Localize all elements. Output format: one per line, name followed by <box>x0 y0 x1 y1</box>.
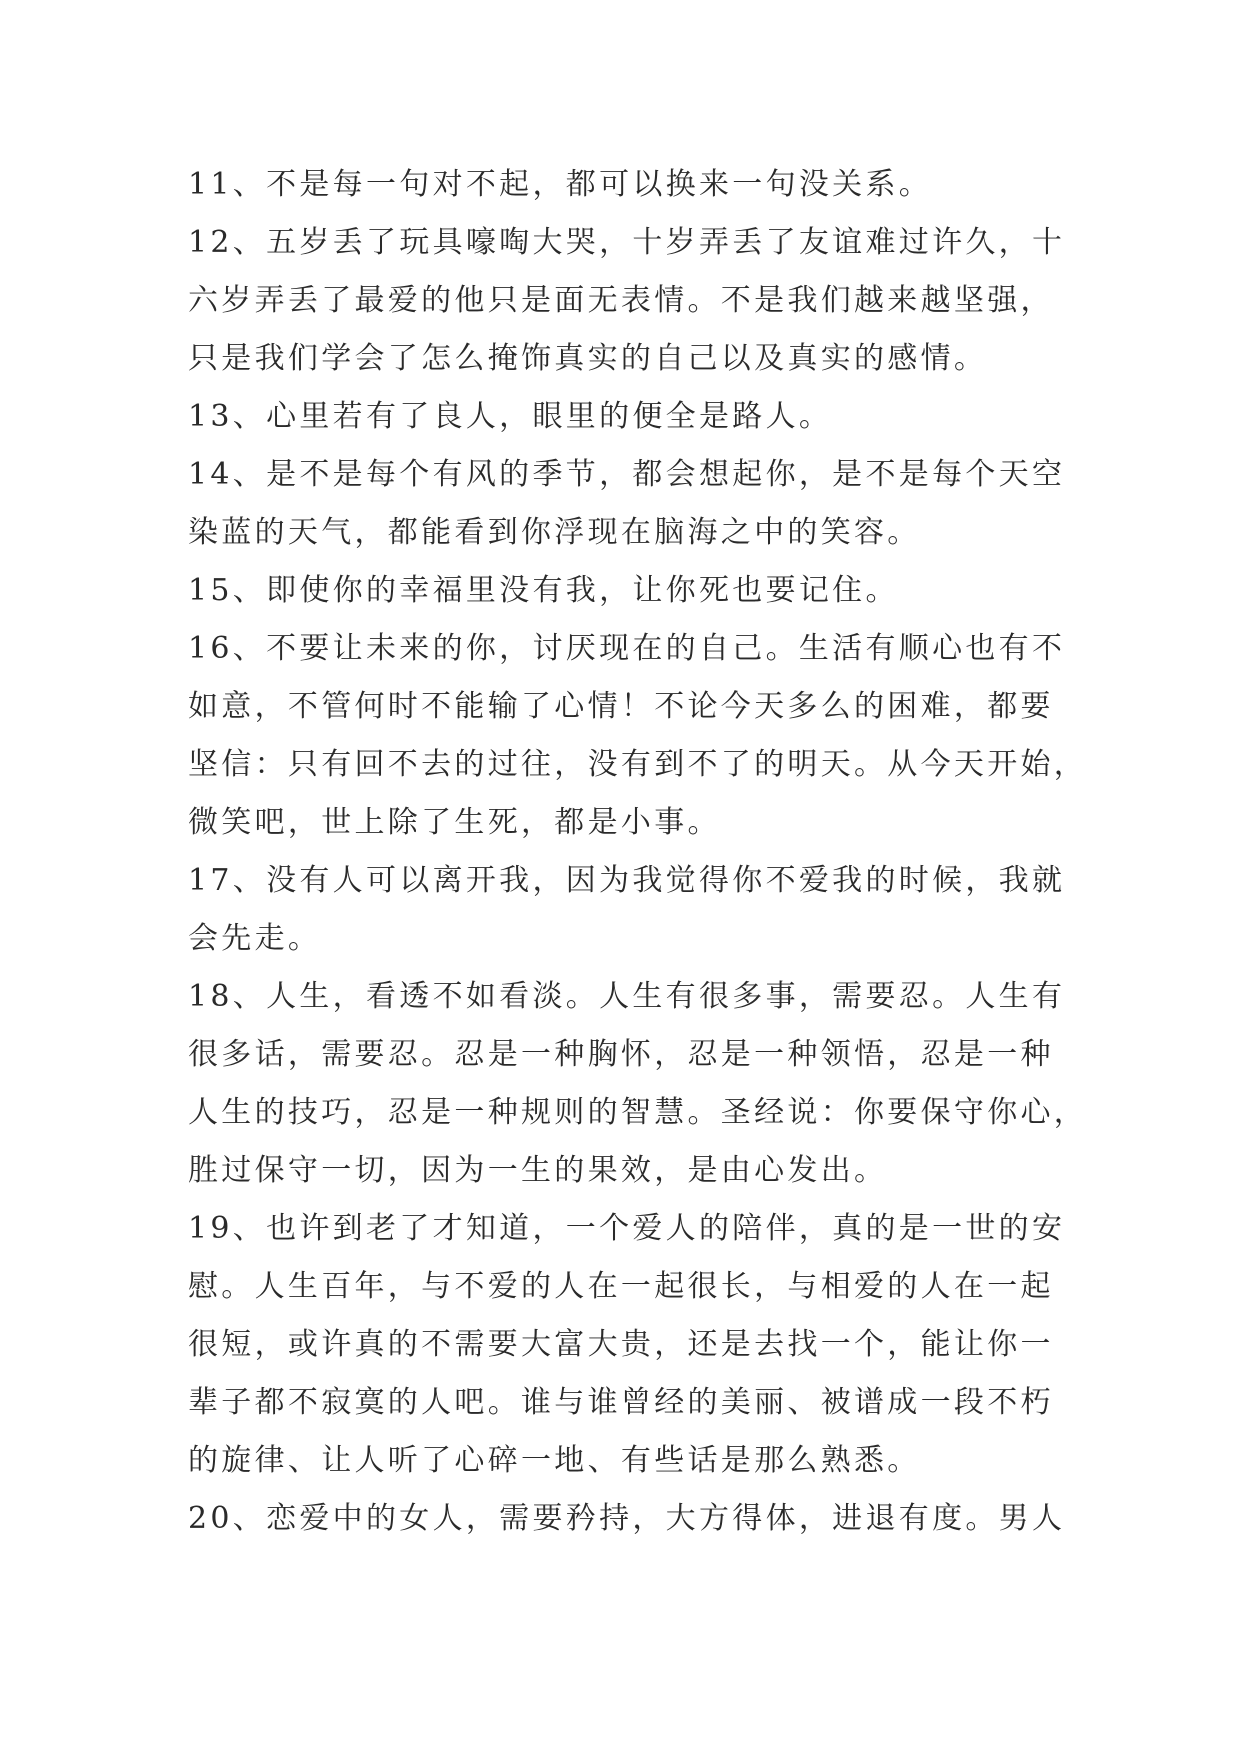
text-line: 13、心里若有了良人，眼里的便全是路人。 <box>188 399 833 434</box>
text-line: 如意，不管何时不能输了心情！不论今天多么的困难，都要 <box>188 689 1054 724</box>
text-line: 胜过保守一切，因为一生的果效，是由心发出。 <box>188 1153 888 1188</box>
text-line: 只是我们学会了怎么掩饰真实的自己以及真实的感情。 <box>188 341 988 376</box>
text-line: 15、即使你的幸福里没有我，让你死也要记住。 <box>188 573 899 608</box>
text-line: 很短，或许真的不需要大富大贵，还是去找一个，能让你一 <box>188 1327 1054 1362</box>
text-line: 20、恋爱中的女人，需要矜持，大方得体，进退有度。男人 <box>188 1501 1066 1536</box>
text-line: 18、人生，看透不如看淡。人生有很多事，需要忍。人生有 <box>188 979 1066 1014</box>
text-line: 人生的技巧，忍是一种规则的智慧。圣经说：你要保守你心， <box>188 1095 1088 1130</box>
text-line: 的旋律、让人听了心碎一地、有些话是那么熟悉。 <box>188 1443 921 1478</box>
text-line: 慰。人生百年，与不爱的人在一起很长，与相爱的人在一起 <box>188 1269 1054 1304</box>
text-line: 14、是不是每个有风的季节，都会想起你，是不是每个天空 <box>188 457 1066 492</box>
text-line: 16、不要让未来的你，讨厌现在的自己。生活有顺心也有不 <box>188 631 1066 666</box>
text-line: 19、也许到老了才知道，一个爱人的陪伴，真的是一世的安 <box>188 1211 1066 1246</box>
text-line: 坚信：只有回不去的过往，没有到不了的明天。从今天开始， <box>188 747 1088 782</box>
text-line: 染蓝的天气，都能看到你浮现在脑海之中的笑容。 <box>188 515 921 550</box>
text-line: 辈子都不寂寞的人吧。谁与谁曾经的美丽、被谱成一段不朽 <box>188 1385 1054 1420</box>
text-line: 六岁弄丢了最爱的他只是面无表情。不是我们越来越坚强， <box>188 283 1054 318</box>
text-line: 微笑吧，世上除了生死，都是小事。 <box>188 805 721 840</box>
text-line: 11、不是每一句对不起，都可以换来一句没关系。 <box>188 167 933 202</box>
document-body <box>188 156 1088 1548</box>
text-line: 很多话，需要忍。忍是一种胸怀，忍是一种领悟，忍是一种 <box>188 1037 1054 1072</box>
text-line: 12、五岁丢了玩具嚎啕大哭，十岁弄丢了友谊难过许久，十 <box>188 225 1066 260</box>
text-line: 17、没有人可以离开我，因为我觉得你不爱我的时候，我就 <box>188 863 1066 898</box>
text-line: 会先走。 <box>188 921 322 956</box>
